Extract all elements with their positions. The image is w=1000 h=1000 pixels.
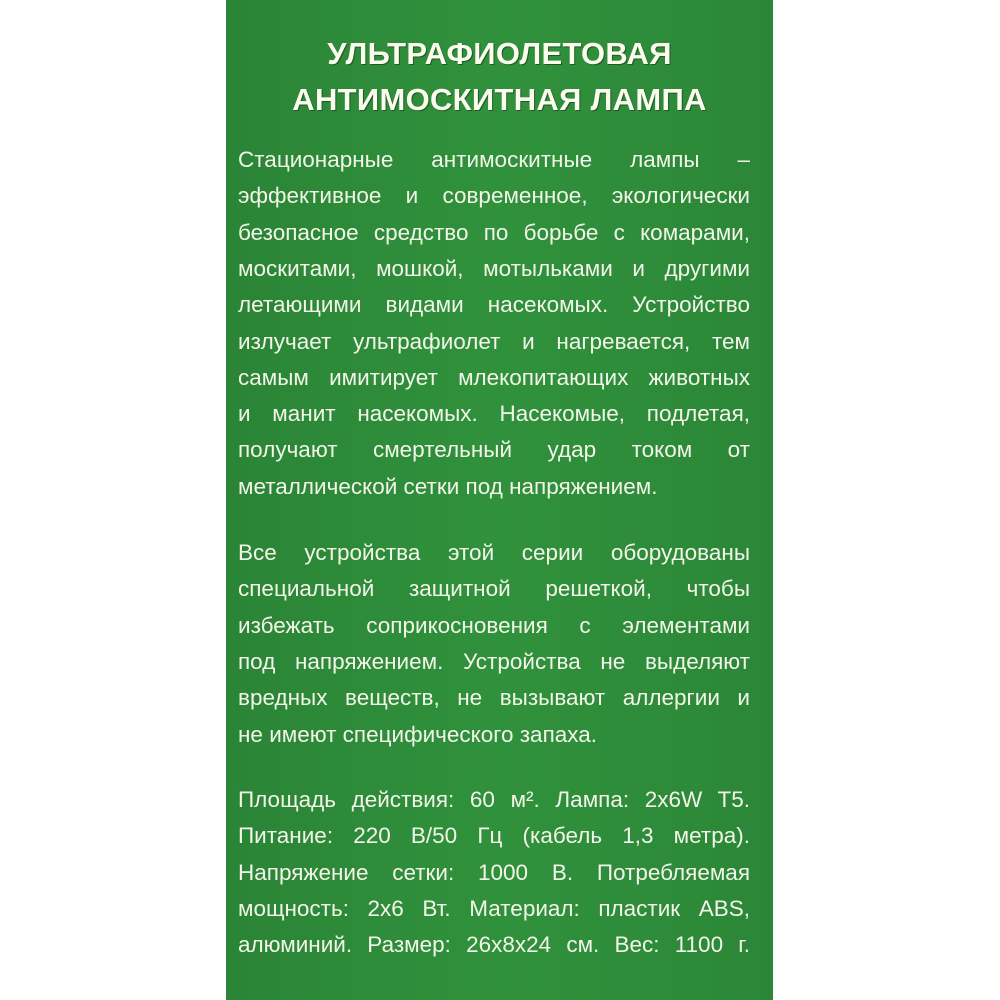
- text-line: Площадь действия: 60 м². Лампа: 2x6W T5.: [238, 787, 750, 812]
- title-line-2: АНТИМОСКИТНАЯ ЛАМПА: [292, 82, 707, 117]
- text-line: вредных веществ, не вызывают аллергии и: [238, 685, 750, 711]
- text-line: металлической сетки под напряжением.: [238, 473, 658, 499]
- text-line: летающими видами насекомых. Устройство: [238, 292, 750, 318]
- text-line: мощность: 2x6 Вт. Материал: пластик ABS,: [238, 895, 750, 921]
- text-line: избежать соприкосновения с элементами: [238, 612, 750, 638]
- text-line: эффективное и современное, экологически: [238, 183, 750, 209]
- product-description-panel: [226, 0, 773, 1000]
- text-line: излучает ультрафиолет и нагревается, тем: [238, 328, 750, 354]
- text-line: Все устройства этой серии оборудованы: [238, 540, 750, 565]
- title-line-1: УЛЬТРАФИОЛЕТОВАЯ: [327, 36, 672, 71]
- text-line: алюминий. Размер: 26x8x24 см. Вес: 1100 г.: [238, 932, 750, 958]
- text-line: Стационарные антимоскитные лампы –: [238, 147, 750, 172]
- text-line: москитами, мошкой, мотыльками и другими: [238, 255, 750, 281]
- text-line: Питание: 220 В/50 Гц (кабель 1,3 метра).: [238, 823, 750, 849]
- text-line: не имеют специфического запаха.: [238, 721, 598, 747]
- text-line: под напряжением. Устройства не выделяют: [238, 648, 750, 674]
- text-line: безопасное средство по борьбе с комарами,: [238, 219, 750, 245]
- text-line: специальной защитной решеткой, чтобы: [238, 576, 750, 602]
- text-line: самым имитирует млекопитающих животных: [238, 364, 750, 390]
- text-line: получают смертельный удар током от: [238, 437, 750, 463]
- text-line: и манит насекомых. Насекомые, подлетая,: [238, 401, 750, 427]
- text-line: Напряжение сетки: 1000 В. Потребляемая: [238, 859, 750, 885]
